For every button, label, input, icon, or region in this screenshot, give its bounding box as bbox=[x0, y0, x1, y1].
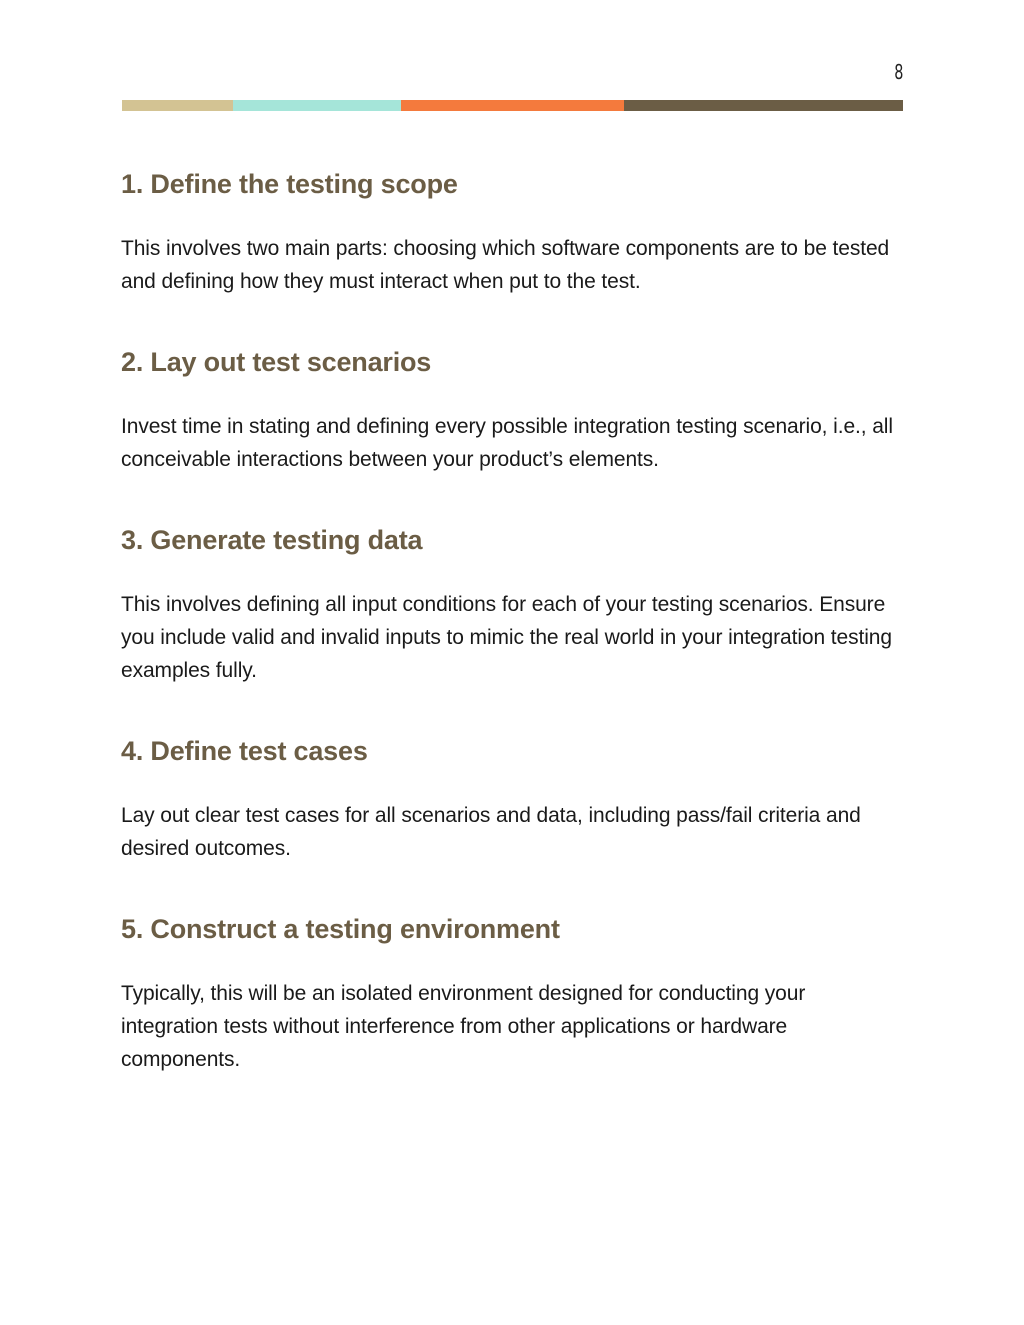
color-bar-segment-4 bbox=[624, 100, 903, 111]
section-test-cases bbox=[121, 730, 906, 865]
section-body: This involves defining all input conditions for each of your testing scenarios. Ensure you include valid and invalid inputs to mimic the real world in your integration testing examples fully. bbox=[121, 593, 892, 682]
color-bar-segment-3 bbox=[401, 100, 624, 111]
document-content bbox=[121, 163, 906, 1076]
section-define-scope bbox=[121, 163, 906, 298]
section-body: Invest time in stating and defining every possible integration testing scenario, i.e., all conceivable interactions between your product’s elements. bbox=[121, 415, 893, 471]
section-heading: 2. Lay out test scenarios bbox=[121, 347, 432, 377]
section-heading: 1. Define the testing scope bbox=[121, 169, 458, 199]
page-number: 8 bbox=[893, 60, 903, 84]
section-testing-data bbox=[121, 519, 906, 687]
section-test-scenarios bbox=[121, 341, 906, 476]
section-heading: 4. Define test cases bbox=[121, 736, 368, 766]
section-heading: 5. Construct a testing environment bbox=[121, 914, 560, 944]
section-heading: 3. Generate testing data bbox=[121, 525, 423, 555]
color-bar-segment-1 bbox=[122, 100, 233, 111]
section-testing-environment bbox=[121, 908, 906, 1076]
color-bar-segment-2 bbox=[233, 100, 401, 111]
section-body: This involves two main parts: choosing which software components are to be tested and defining how they must interact when put to the test. bbox=[121, 237, 890, 293]
decorative-color-bar bbox=[122, 100, 903, 111]
section-body: Lay out clear test cases for all scenarios and data, including pass/fail criteria and desired outcomes. bbox=[121, 804, 861, 860]
section-body: Typically, this will be an isolated environment designed for conducting your integration tests without interference from other applications or hardware components. bbox=[121, 982, 806, 1071]
